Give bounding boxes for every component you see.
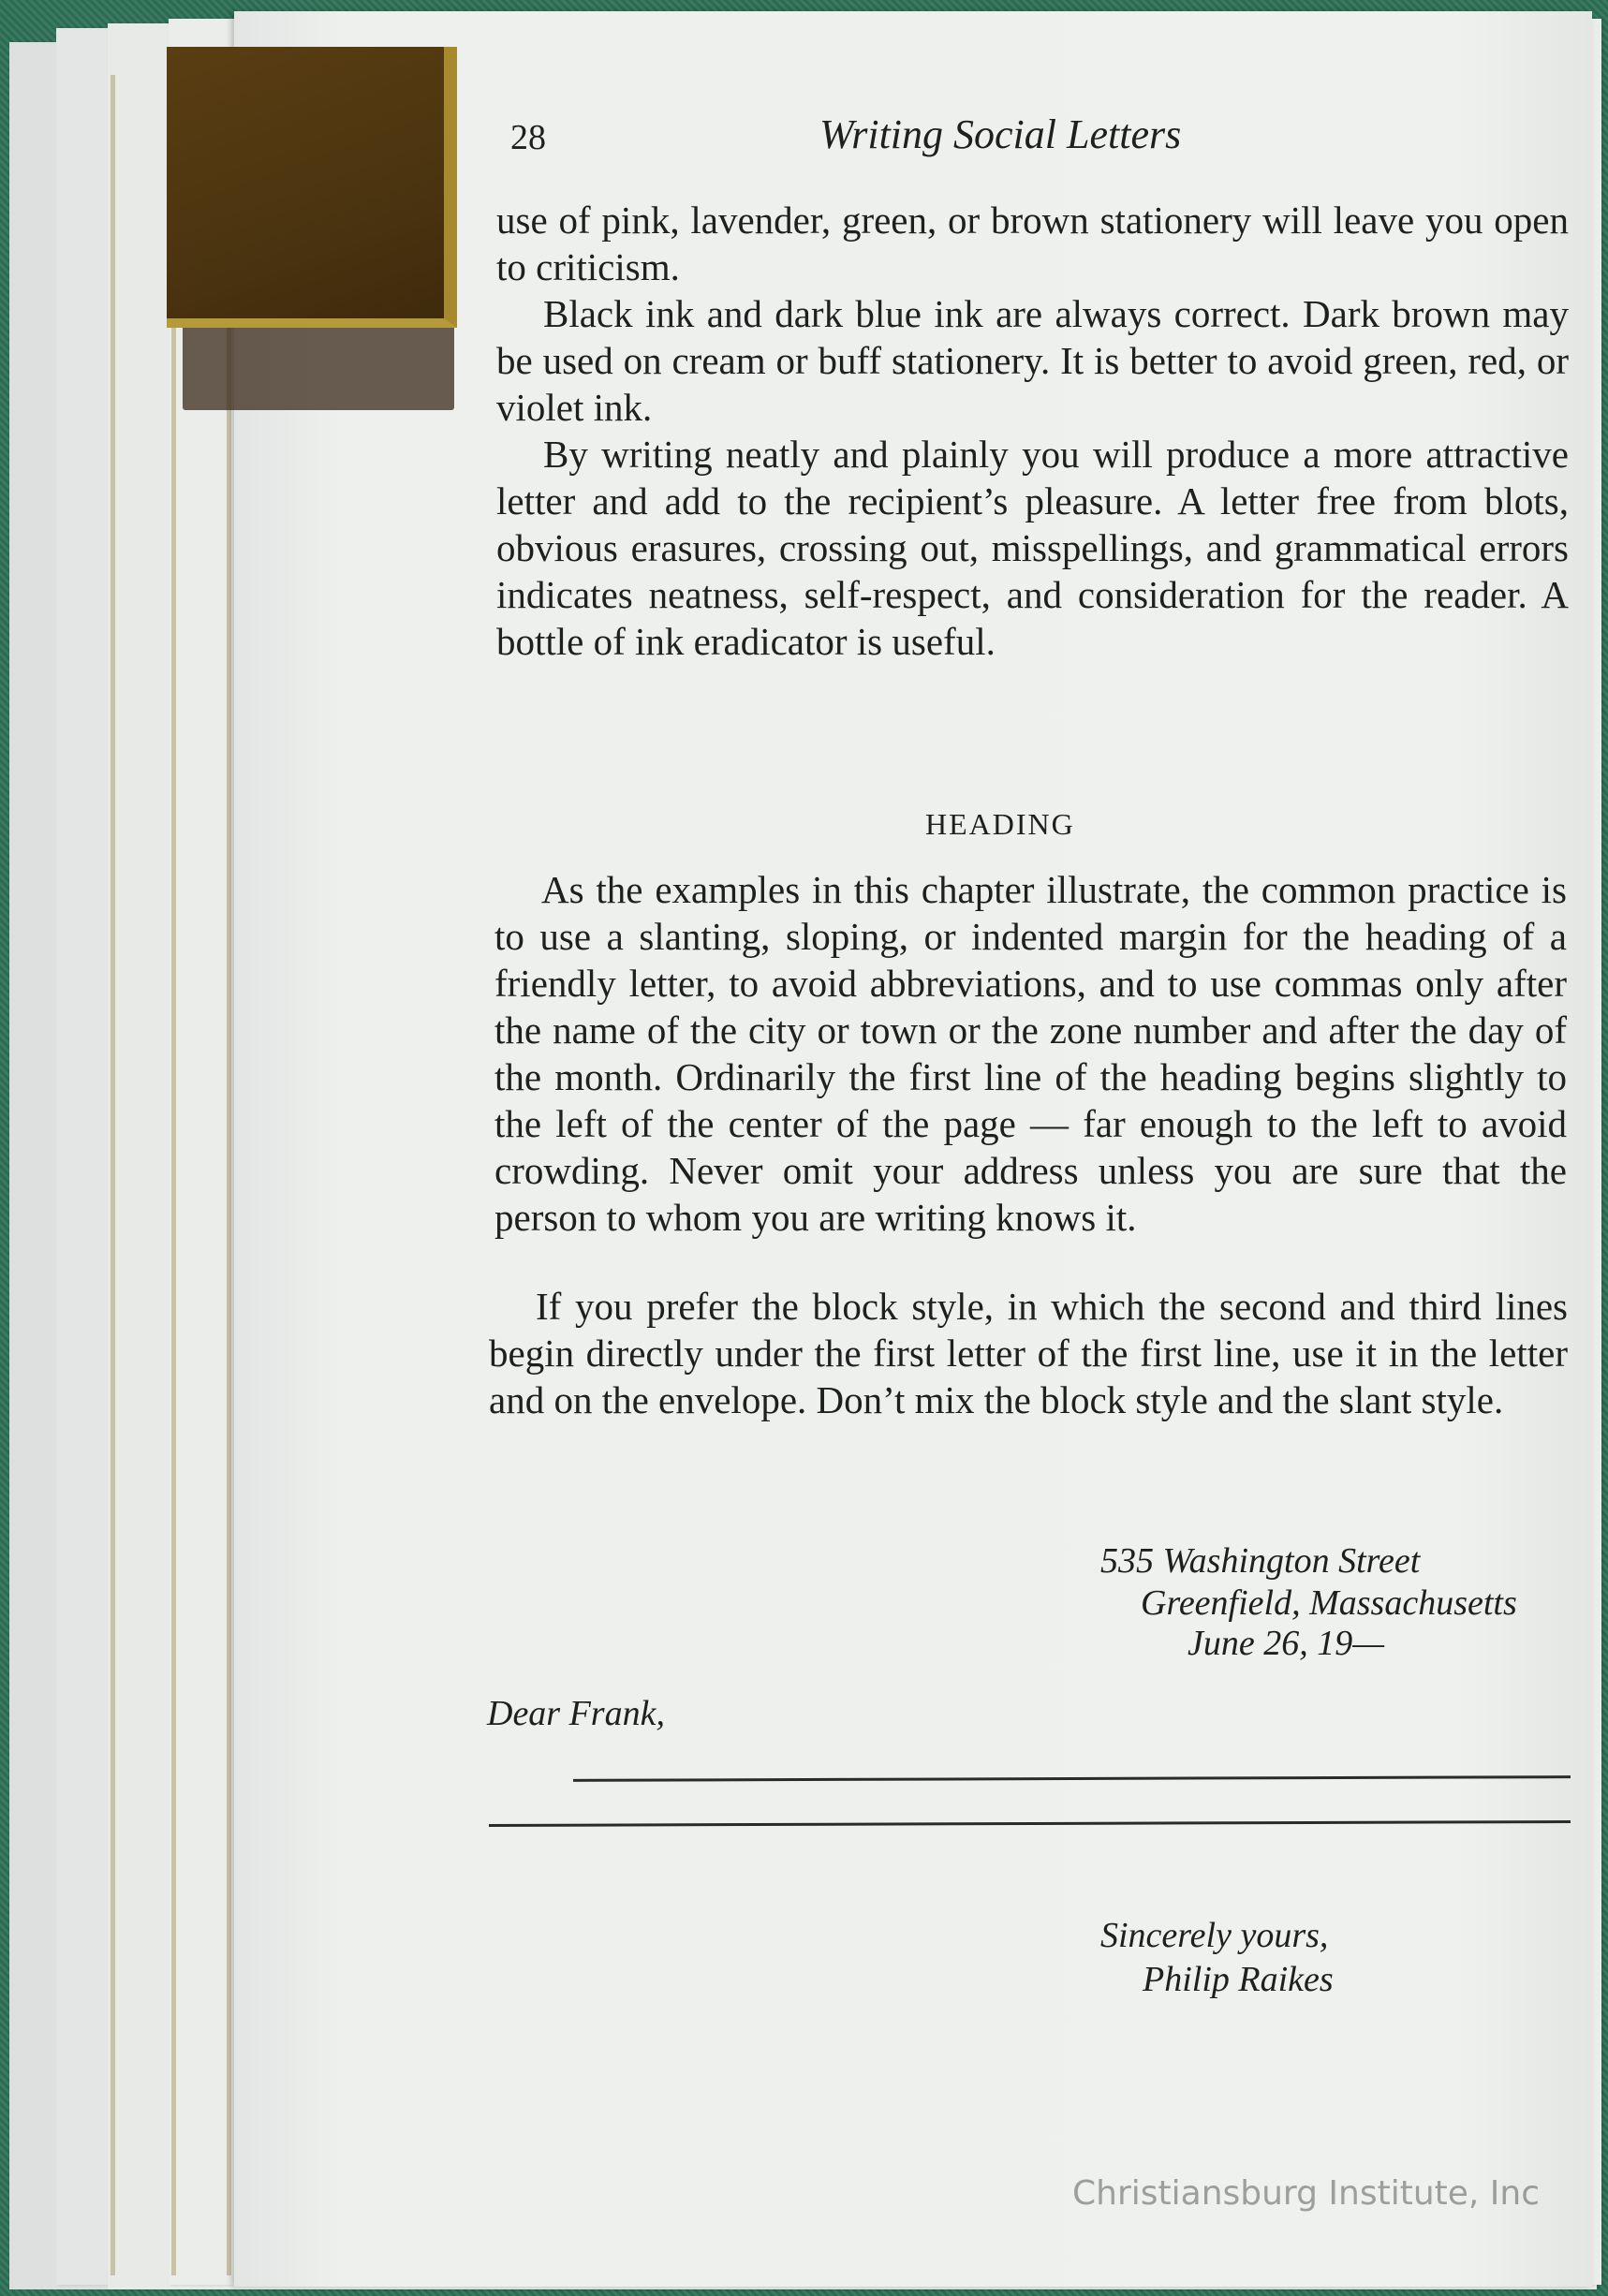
letter-greeting: Dear Frank, [487, 1694, 665, 1733]
section-heading: HEADING [925, 807, 1075, 841]
letter-address-line: 535 Washington Street [1100, 1541, 1421, 1581]
page-fold-line [111, 75, 115, 2275]
letter-date-line: June 26, 19— [1188, 1624, 1385, 1663]
bookmark-tab [167, 47, 457, 328]
running-head: Writing Social Letters [819, 111, 1182, 157]
watermark: Christiansburg Institute, Inc [1072, 2174, 1541, 2213]
body-paragraph: As the examples in this chapter illustrate, the common practice is to use a slanting, sloping, or indented margin for the heading of a friendly letter, to avoid abbreviations, and to use commas only after the name of the city or town or the zone number and after the day of the month. Ordinarily the first line of the heading begins slightly to the left of the center of the page — far enough to the left to avoid crowding. Never omit your address unless you are sure that the person to whom you are writing knows it. [494, 868, 1567, 1239]
body-paragraph: Black ink and dark blue ink are always correct. Dark brown may be used on cream or buff stationery. It is better to avoid green, red, or violet ink. [496, 292, 1569, 429]
body-paragraph: If you prefer the block style, in which the second and third lines begin directly under the first letter of the first line, use it in the letter and on the envelope. Don’t mix the block style and the slant style. [489, 1285, 1568, 1421]
bookmark-shadow [183, 316, 454, 410]
letter-address-line: Greenfield, Massachusetts [1141, 1583, 1517, 1623]
letter-signature: Philip Raikes [1143, 1960, 1334, 1999]
letter-closing: Sincerely yours, [1100, 1916, 1329, 1955]
body-paragraph: By writing neatly and plainly you will produce a more attractive letter and add to the recipient’s pleasure. A letter free from blots, obvious erasures, crossing out, misspellings, and grammatical errors indicates neatness, self-respect, and consideration for the reader. A bottle of ink eradicator is useful. [496, 433, 1569, 663]
page-number: 28 [510, 118, 546, 157]
page-fold-line [171, 75, 176, 2275]
body-paragraph: use of pink, lavender, green, or brown stationery will leave you open to criticism. [496, 199, 1569, 288]
